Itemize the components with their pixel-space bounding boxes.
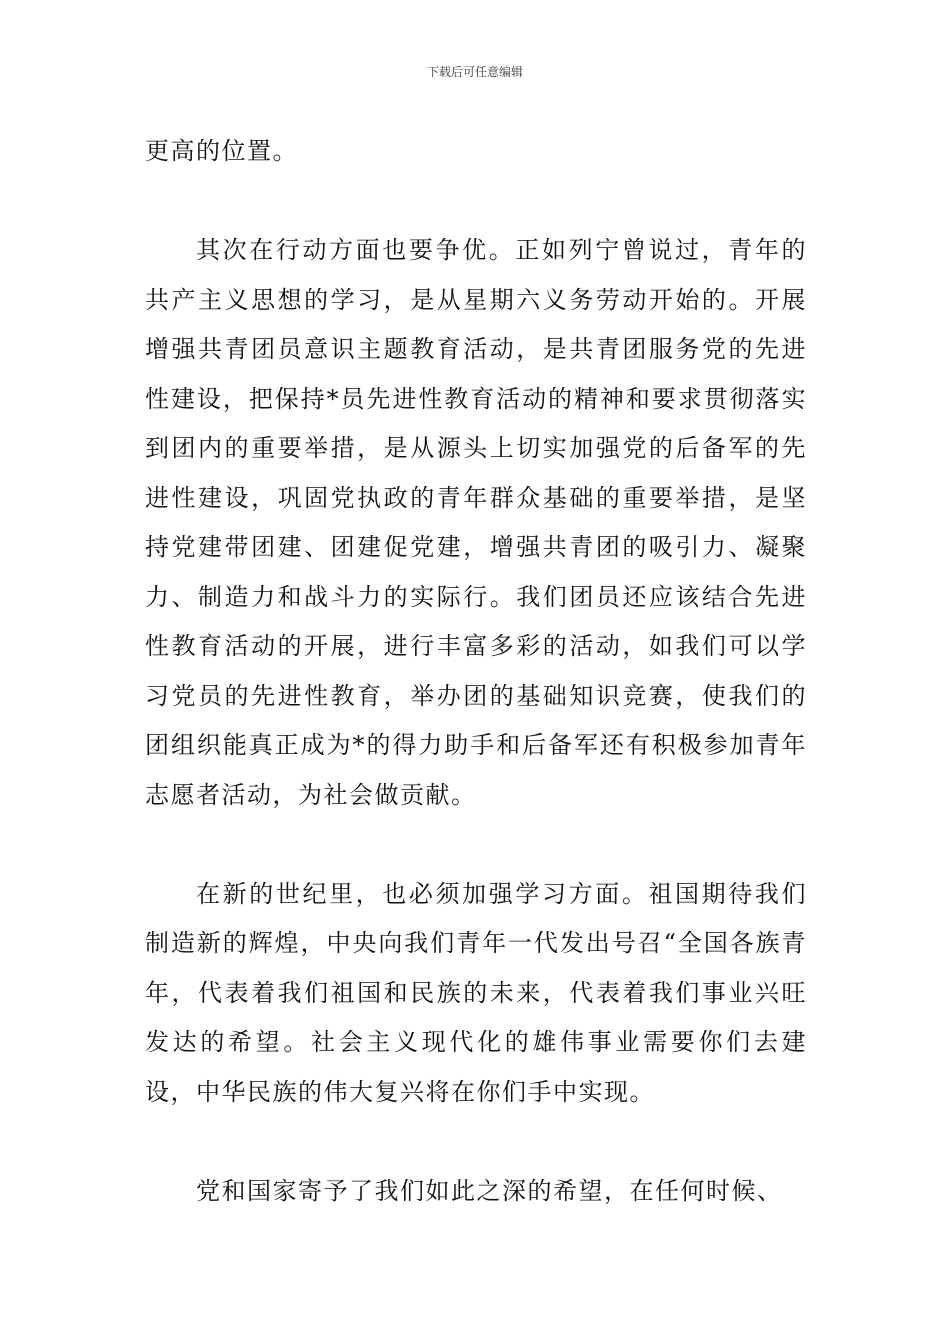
paragraph-action: 其次在行动方面也要争优。正如列宁曾说过，青年的共产主义思想的学习，是从星期六义务劳动开始的。开展增强共青团员意识主题教育活动，是共青团服务党的先进性建设，把保持*员先进性教育活动的精神和要求贯彻落实到团内的重要举措，是从源头上切实加强党的后备军的先进性建设，巩固党执政的青年群众基础的重要举措，是坚持党建带团建、团建促党建，增强共青团的吸引力、凝聚力、制造力和战斗力的实际行。我们团员还应该结合先进性教育活动的开展，进行丰富多彩的活动，如我们可以学习党员的先进性教育，举办团的基础知识竞赛，使我们的团组织能真正成为*的得力助手和后备军还有积极参加青年志愿者活动，为社会做贡献。 [145, 236, 807, 809]
page-header: 下载后可任意编辑 [426, 65, 523, 79]
paragraph-continuation: 更高的位置。 [145, 137, 298, 165]
paragraph-hope: 党和国家寄予了我们如此之深的希望，在任何时候、 [196, 1176, 783, 1205]
paragraph-gap [145, 1117, 807, 1167]
paragraph-study: 在新的世纪里，也必须加强学习方面。祖国期待我们制造新的辉煌，中央向我们青年一代发出号召“全国各族青年，代表着我们祖国和民族的未来，代表着我们事业兴旺发达的希望。社会主义现代化的雄伟事业需要你们去建设，中华民族的伟大复兴将在你们手中实现。 [145, 879, 807, 1106]
paragraph-gap [145, 820, 807, 870]
document-body [145, 127, 807, 1216]
paragraph-gap [145, 177, 807, 227]
